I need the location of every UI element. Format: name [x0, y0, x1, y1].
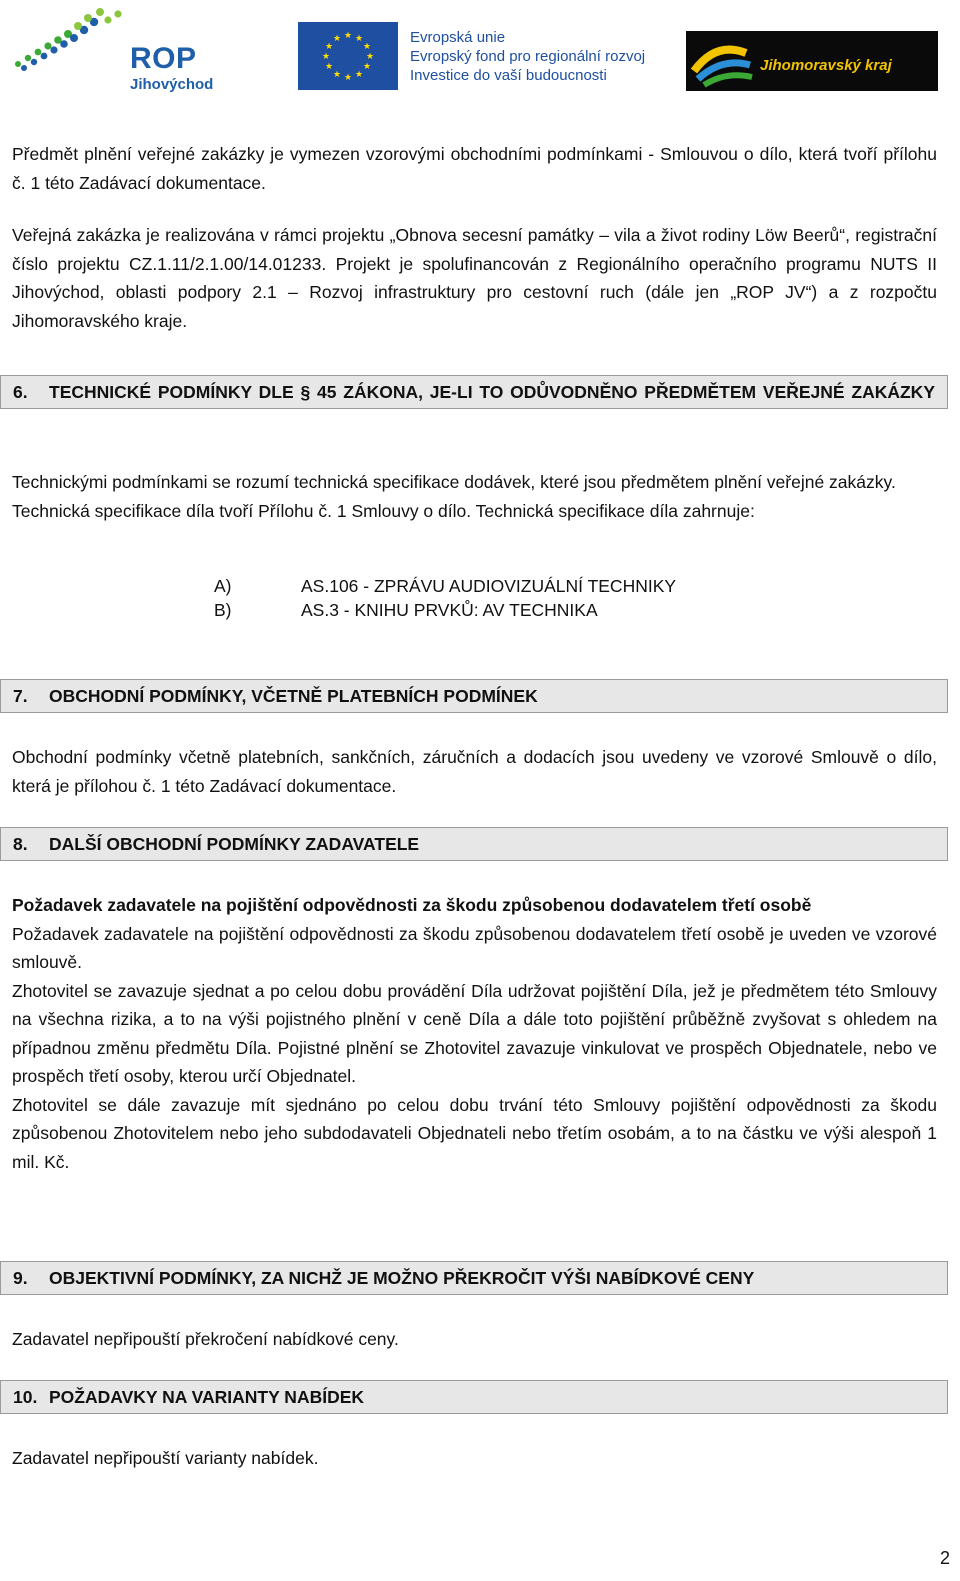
section-title: OBCHODNÍ PODMÍNKY, VČETNĚ PLATEBNÍCH PODMÍNEK — [49, 686, 538, 706]
eu-flag-icon — [298, 22, 398, 90]
paragraph: Technická specifikace díla tvoří Přílohu č. 1 Smlouvy o dílo. Technická specifikace díla zahrnuje: — [12, 500, 755, 521]
section-8-body — [12, 891, 937, 1176]
svg-text:★: ★ — [343, 73, 353, 83]
eu-caption — [410, 28, 645, 85]
section-heading-7 — [0, 679, 948, 713]
list-text: AS.3 - KNIHU PRVKŮ: AV TECHNIKA — [301, 600, 598, 620]
list-text: AS.106 - ZPRÁVU AUDIOVIZUÁLNÍ TECHNIKY — [301, 576, 677, 596]
section-number: 8. — [13, 834, 28, 854]
section-heading-6 — [0, 375, 948, 409]
svg-text:★: ★ — [324, 62, 334, 72]
svg-text:★: ★ — [362, 62, 372, 72]
svg-text:★: ★ — [321, 52, 331, 62]
svg-text:★: ★ — [354, 70, 364, 80]
spec-list — [214, 574, 676, 622]
svg-text:★: ★ — [332, 70, 342, 80]
list-item — [214, 574, 676, 598]
svg-text:★: ★ — [362, 42, 372, 52]
svg-text:★: ★ — [343, 31, 353, 41]
section-title: POŽADAVKY NA VARIANTY NABÍDEK — [49, 1387, 365, 1407]
paragraph: Zhotovitel se zavazuje sjednat a po celou dobu provádění Díla udržovat pojištění Díla, jež je předmětem této Smlouvy na všechna rizika, a to na výši pojistného plnění v ceně Díla a dále toto pojištění průběžně zvyšovat s ohledem na případnou změnu předmětu Díla. Pojistné plnění se Zhotovitel zavazuje vinkulovat ve prospěch Objednatele, nebo ve prospěch třetí osoby, kterou určí Objednatel. — [12, 980, 937, 1086]
section-heading-10 — [0, 1380, 948, 1414]
section-number: 9. — [13, 1268, 28, 1288]
rop-logo — [10, 6, 225, 92]
section-heading-8 — [0, 827, 948, 861]
eu-line: Evropská unie — [410, 29, 506, 46]
region-name: Jihomoravský kraj — [760, 57, 892, 74]
page-number: 2 — [939, 1548, 950, 1568]
intro-section — [12, 140, 937, 335]
svg-text:★: ★ — [332, 34, 342, 44]
section-9-body — [12, 1325, 937, 1354]
paragraph-subtitle: Požadavek zadavatele na pojištění odpovědnosti za škodu způsobenou dodavatelem třetí osobě — [12, 895, 812, 915]
svg-text:★: ★ — [324, 42, 334, 52]
list-label: A) — [214, 576, 232, 596]
paragraph: Požadavek zadavatele na pojištění odpovědnosti za škodu způsobenou dodavatelem třetí osobě je uveden ve vzorové smlouvě. — [12, 923, 937, 972]
list-item — [214, 598, 676, 622]
list-label: B) — [214, 600, 232, 620]
section-title: DALŠÍ OBCHODNÍ PODMÍNKY ZADAVATELE — [49, 834, 420, 854]
paragraph: Předmět plnění veřejné zakázky je vymezen vzorovými obchodními podmínkami - Smlouvou o dílo, která tvoří přílohu č. 1 této Zadávací dokumentace. — [12, 144, 937, 193]
header-logos — [0, 0, 960, 100]
rop-subtitle: Jihovýchod — [130, 76, 214, 93]
paragraph: Zadavatel nepřipouští varianty nabídek. — [12, 1448, 319, 1468]
section-title: TECHNICKÉ PODMÍNKY DLE § 45 ZÁKONA, JE-LI TO ODŮVODNĚNO PŘEDMĚTEM VEŘEJNÉ ZAKÁZKY — [49, 382, 935, 402]
section-7-body — [12, 743, 937, 800]
svg-text:★: ★ — [354, 34, 364, 44]
paragraph: Veřejná zakázka je realizována v rámci projektu „Obnova secesní památky – vila a život rodiny Löw Beerů“, registrační číslo projektu CZ.1.11/2.1.00/14.01233. Projekt je spolufinancován z Regionálního operačního programu NUTS II Jihovýchod, oblasti podpory 2.1 – Rozvoj infrastruktury pro cestovní ruch (dále jen „ROP JV“) a z rozpočtu Jihomoravského kraje. — [12, 225, 937, 331]
rop-dots-icon — [10, 6, 130, 76]
region-emblem-icon — [686, 31, 766, 91]
eu-line: Evropský fond pro regionální rozvoj — [410, 48, 646, 65]
section-heading-9 — [0, 1261, 948, 1295]
paragraph: Zhotovitel se dále zavazuje mít sjednáno po celou dobu trvání této Smlouvy pojištění odpovědnosti za škodu způsobenou Zhotovitelem nebo jeho subdodavateli Objednateli nebo třetím osobám, a to na částku ve výši alespoň 1 mil. Kč. — [12, 1094, 937, 1172]
section-6-body — [12, 468, 937, 525]
eu-line: Investice do vaší budoucnosti — [410, 67, 607, 84]
section-number: 6. — [13, 382, 28, 402]
svg-text:★: ★ — [365, 52, 375, 62]
section-10-body — [12, 1444, 937, 1473]
paragraph: Technickými podmínkami se rozumí technická specifikace dodávek, které jsou předmětem plnění veřejné zakázky. — [12, 472, 896, 492]
rop-title: ROP — [130, 42, 197, 75]
section-number: 7. — [13, 686, 28, 706]
section-title: OBJEKTIVNÍ PODMÍNKY, ZA NICHŽ JE MOŽNO PŘEKROČIT VÝŠI NABÍDKOVÉ CENY — [49, 1268, 755, 1288]
paragraph: Zadavatel nepřipouští překročení nabídkové ceny. — [12, 1329, 399, 1349]
section-number: 10. — [13, 1387, 38, 1407]
paragraph: Obchodní podmínky včetně platebních, sankčních, záručních a dodacích jsou uvedeny ve vzorové Smlouvě o dílo, která je přílohou č. 1 této Zadávací dokumentace. — [12, 747, 937, 796]
